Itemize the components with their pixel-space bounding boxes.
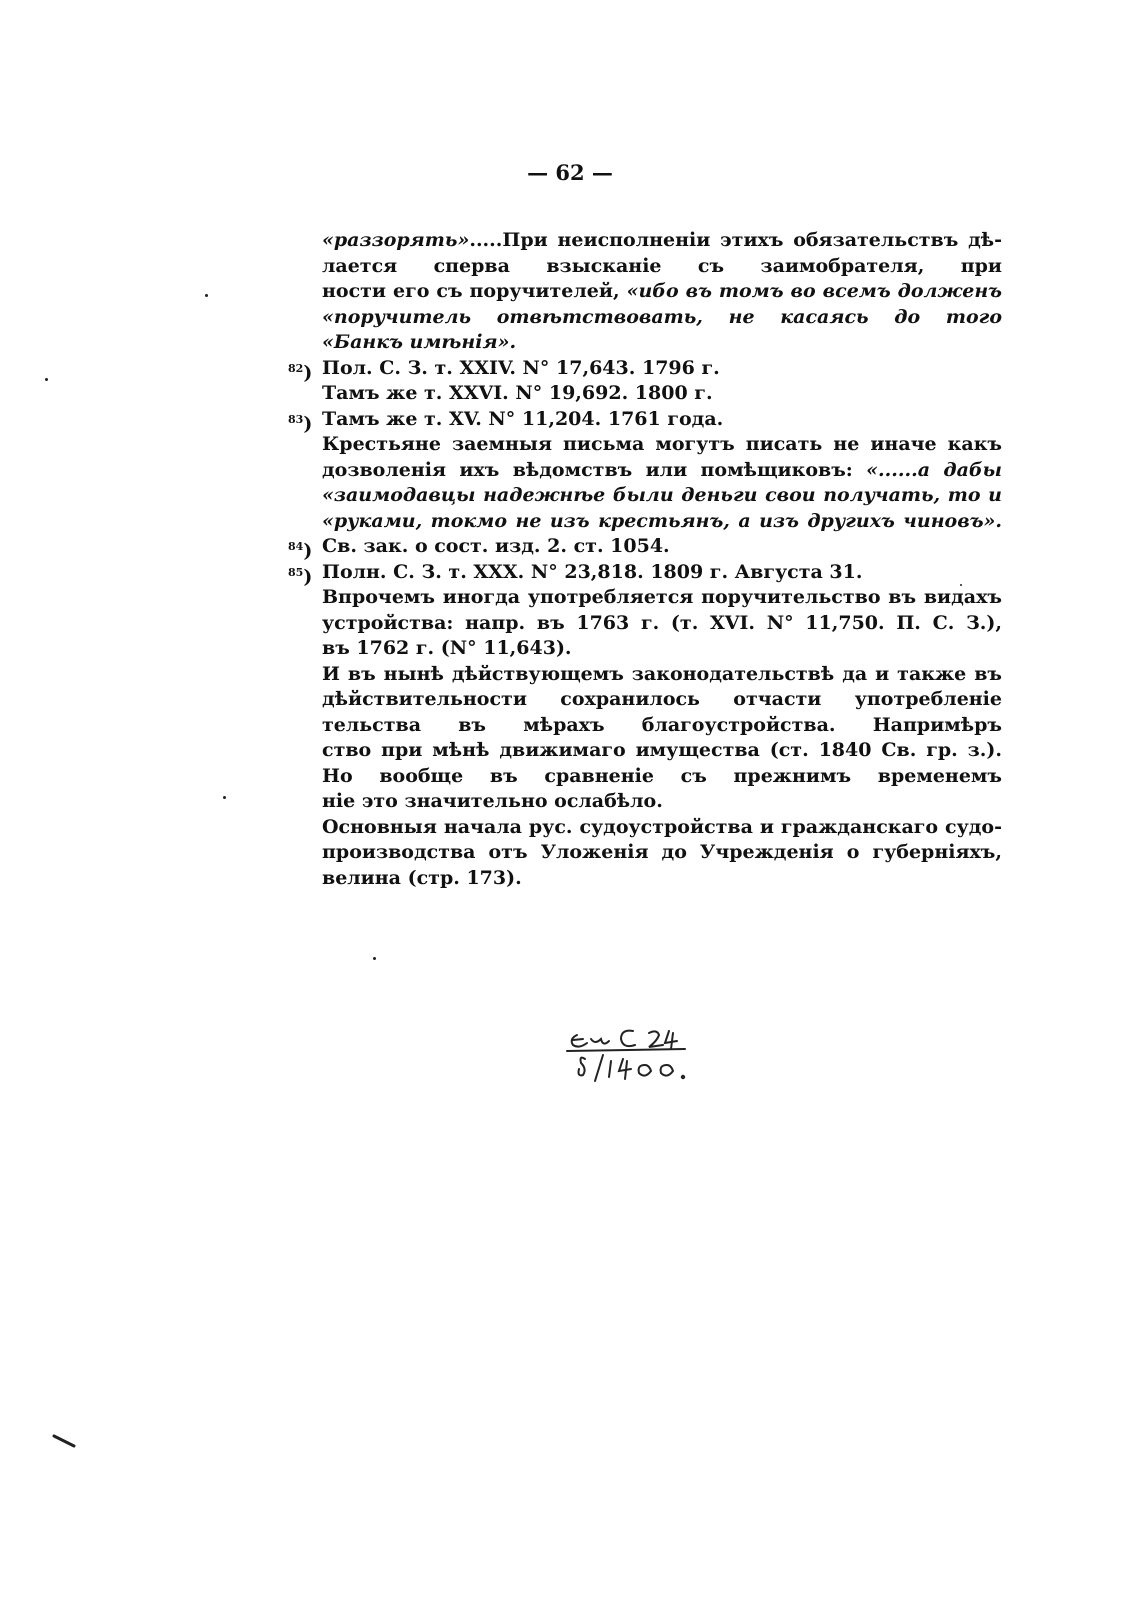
text-segment: тельства въ мѣрахъ благоустройства. Напримѣръ [322, 713, 1002, 736]
text-segment: Св. зак. о сост. изд. 2. ст. 1054. [322, 535, 670, 557]
scan-mark-icon [52, 1432, 78, 1450]
text-segment: Впрочемъ иногда употребляется поручительство въ видахъ [322, 586, 1002, 608]
text-line [322, 636, 1002, 662]
text-line [322, 483, 1002, 509]
text-line [322, 764, 1002, 790]
footnote-line [322, 585, 1002, 611]
quoted-text: «заимодавцы надежнѣе были деньги свои получать, то и [322, 484, 1002, 506]
footnote-line [288, 356, 1002, 384]
text-segment: Пол. С. З. т. XXIV. N° 17,643. 1796 г. [322, 356, 720, 379]
text-segment: въ 1762 г. (N° 11,643). [322, 637, 572, 659]
handwriting-signature-icon [565, 1025, 735, 1085]
text-segment: Крестьяне заемныя письма могутъ писать не иначе какъ [322, 433, 1002, 455]
scan-speck [205, 294, 208, 297]
footnote-marker: $^{85}$) [288, 565, 313, 588]
quoted-text: «Банкъ имѣнія». [322, 331, 517, 353]
text-segment: .....При неисполненіи этихъ обязательствъ дѣ- [469, 229, 1002, 251]
text-line [322, 432, 1002, 458]
text-line [322, 662, 1002, 688]
footnote-line [288, 407, 1002, 435]
text-line [322, 509, 1002, 535]
text-line [322, 305, 1002, 331]
text-segment: лается сперва взысканіе съ заимобрателя, при [322, 254, 1002, 277]
footnote-marker: $^{84}$) [288, 540, 313, 562]
text-line [322, 611, 1002, 637]
quoted-text: «поручитель отвѣтствовать, не касаясь до того [322, 305, 1002, 328]
text-segment: дѣйствительности сохранилось отчасти употребленіе [322, 688, 1002, 710]
text-line [322, 381, 1002, 407]
text-line [322, 866, 1002, 892]
text-segment: Основныя начала рус. судоустройства и гражданскаго судо- [322, 815, 1002, 838]
text-segment: устройства: напр. въ 1763 г. (т. XVI. N° 11,750. П. С. З.), [322, 611, 1002, 634]
scan-speck [45, 378, 48, 381]
footnote-marker: $^{83}$) [288, 412, 313, 435]
text-segment: дозволенія ихъ вѣдомствъ или помѣщиковъ: [322, 458, 867, 481]
scan-speck [223, 796, 226, 799]
text-line [322, 279, 1002, 305]
text-line [322, 458, 1002, 484]
body-text [288, 228, 1002, 891]
text-line [322, 254, 1002, 280]
text-segment: производства отъ Уложенія до Учрежденія о губерніяхъ, [322, 841, 1002, 863]
scan-speck [373, 957, 376, 960]
text-line [322, 330, 1002, 356]
text-segment: ство при мѣнѣ движимаго имущества (ст. 1840 Св. гр. з.). [322, 739, 1002, 761]
text-segment: велина (стр. 173). [322, 866, 522, 889]
footnote-line [288, 534, 1002, 562]
scan-speck [960, 584, 962, 586]
quoted-text: «руками, токмо не изъ крестьянъ, а изъ другихъ чиновъ». [322, 509, 1002, 532]
text-segment: Полн. С. З. т. XXX. N° 23,818. 1809 г. Августа 31. [322, 560, 863, 583]
quoted-text: «раззорять» [322, 229, 470, 251]
quoted-text: «......а дабы [866, 458, 1002, 481]
text-line [322, 789, 1002, 815]
page-number: — 62 — [527, 160, 613, 185]
footnote-marker: $^{82}$) [288, 361, 313, 384]
footnote-line [288, 560, 1002, 588]
footnote-line [322, 815, 1002, 841]
text-segment: Но вообще въ сравненіе съ прежнимъ временемъ [322, 764, 1002, 787]
text-line [322, 713, 1002, 739]
text-segment: И въ нынѣ дѣйствующемъ законодательствѣ да и также въ [322, 662, 1002, 685]
text-segment: ности его съ поручителей, [322, 280, 627, 302]
text-segment: Тамъ же т. XXVI. N° 19,692. 1800 г. [322, 382, 713, 404]
text-line [322, 687, 1002, 713]
text-segment: Тамъ же т. XV. N° 11,204. 1761 года. [322, 407, 724, 430]
text-line [322, 840, 1002, 866]
text-line [322, 228, 1002, 254]
text-segment: ніе это значительно ослабѣло. [322, 790, 663, 812]
text-line [322, 738, 1002, 764]
handwritten-inventory-note [565, 1025, 735, 1085]
quoted-text: «ибо въ томъ во всемъ долженъ [626, 280, 1002, 302]
